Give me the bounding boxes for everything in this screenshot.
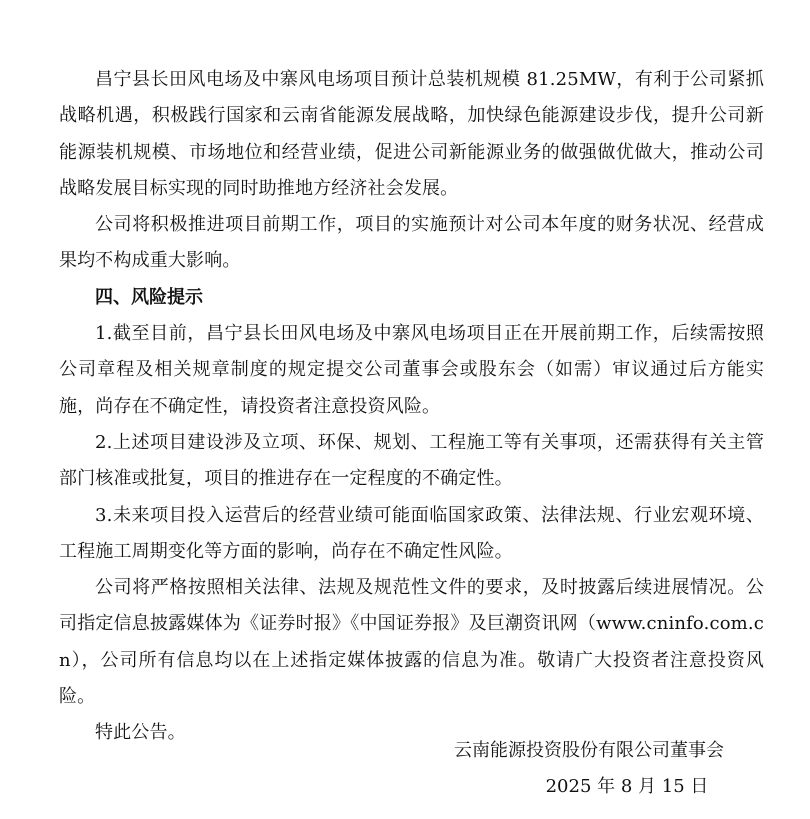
risk-item-2: 2.上述项目建设涉及立项、环保、规划、工程施工等有关事项，还需获得有关主管部门核准或批复，项目的推进存在一定程度的不确定性。 [59,431,764,490]
document-body [59,62,764,752]
signature-date: 2025 年 8 月 15 日 [545,776,709,798]
closing-statement: 特此公告。 [95,722,186,744]
signature-organization: 云南能源投资股份有限公司董事会 [454,740,724,761]
disclosure-paragraph: 公司将严格按照相关法律、法规及规范性文件的要求，及时披露后续进展情况。公司指定信息披露媒体为《证券时报》《中国证券报》及巨潮资讯网（www.cninfo.com.cn），公司所有信息均以在上述指定媒体披露的信息为准。敬请广大投资者注意投资风险。 [59,577,764,708]
signature-block [454,733,724,806]
section-heading-risk: 四、风险提示 [95,286,203,308]
impact-paragraph: 昌宁县长田风电场及中寨风电场项目预计总装机规模 81.25MW，有利于公司紧抓战略机遇，积极践行国家和云南省能源发展战略，加快绿色能源建设步伐，提升公司新能源装机规模、市场地位和经营业绩，促进公司新能源业务的做强做优做大，推动公司战略发展目标实现的同时助推地方经济社会发展。 [59,69,764,199]
financial-impact-paragraph: 公司将积极推进项目前期工作，项目的实施预计对公司本年度的财务状况、经营成果均不构成重大影响。 [59,214,764,272]
risk-item-1: 1.截至目前，昌宁县长田风电场及中寨风电场项目正在开展前期工作，后续需按照公司章程及相关规章制度的规定提交公司董事会或股东会（如需）审议通过后方能实施，尚存在不确定性，请投资者注意投资风险。 [59,323,764,417]
risk-item-3: 3.未来项目投入运营后的经营业绩可能面临国家政策、法律法规、行业宏观环境、工程施工周期变化等方面的影响，尚存在不确定性风险。 [59,504,764,562]
